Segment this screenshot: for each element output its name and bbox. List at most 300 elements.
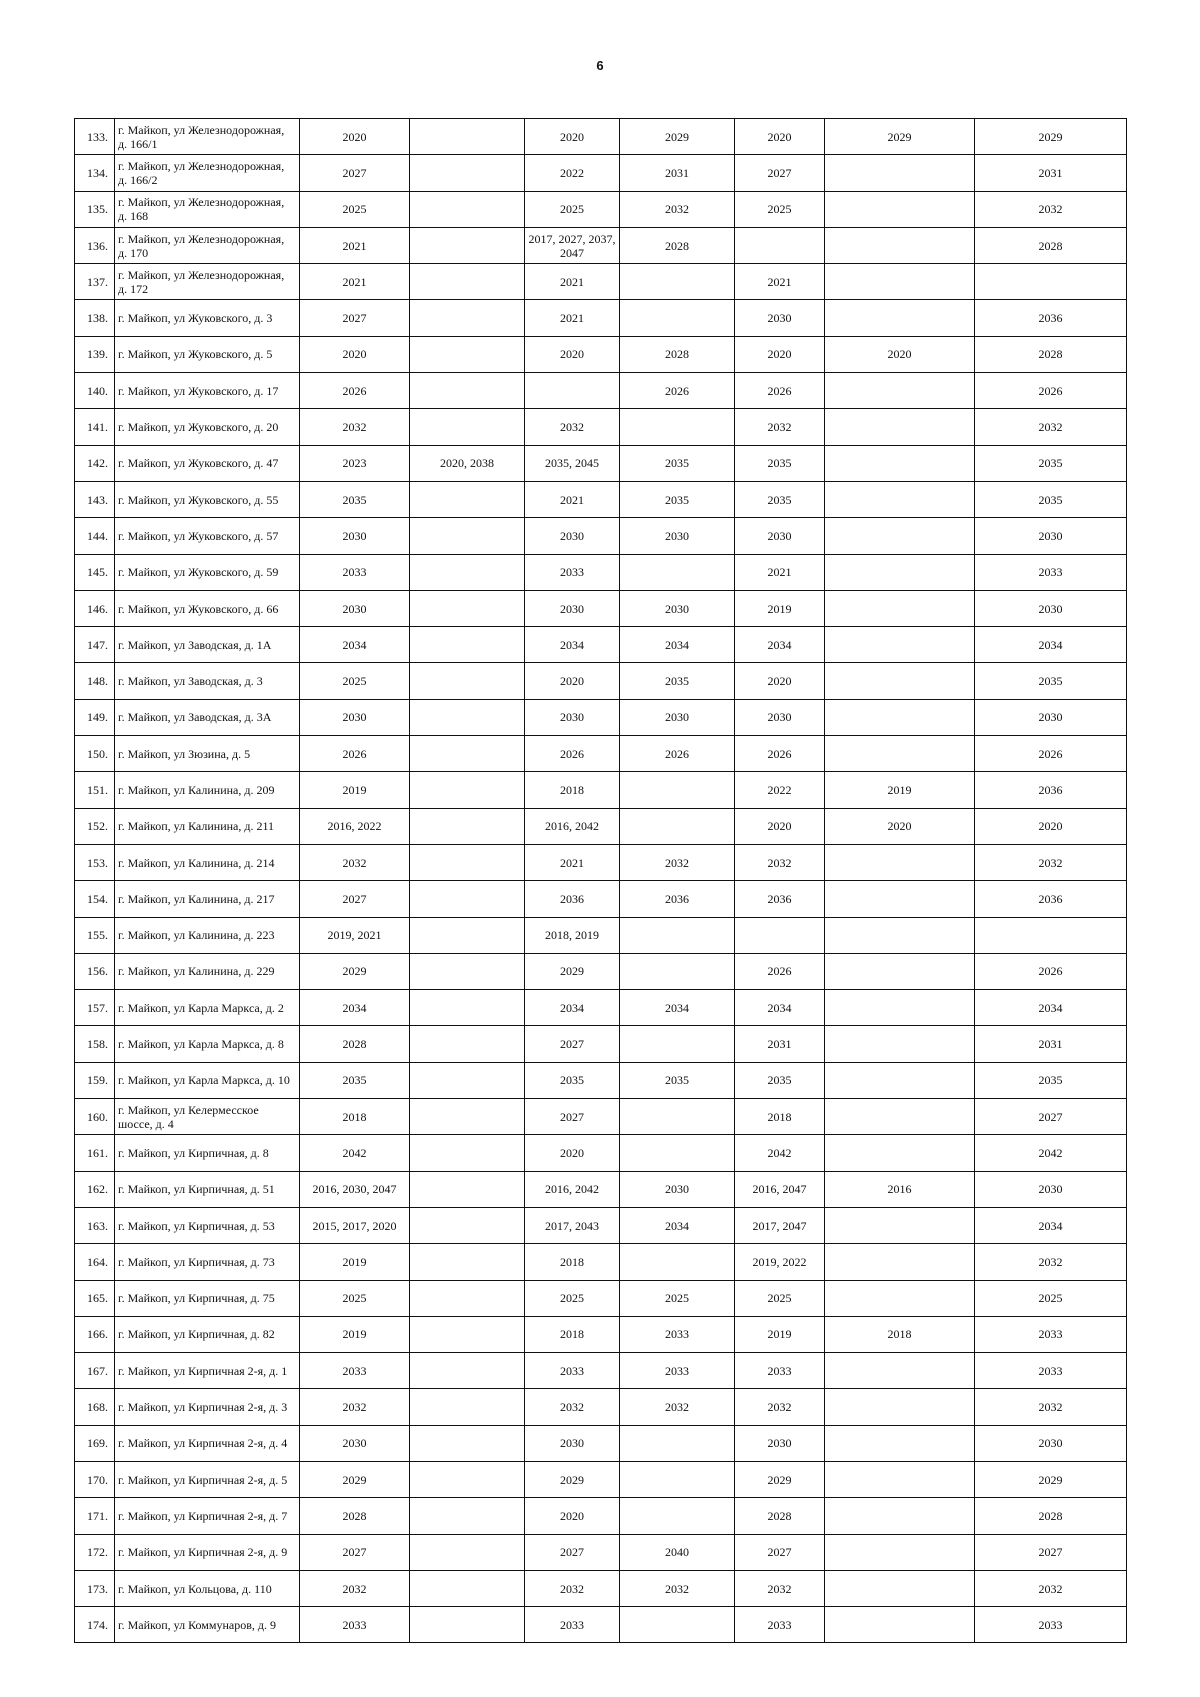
cell-col-4: 2020, 2038	[410, 445, 525, 481]
cell-col-8	[825, 191, 975, 227]
cell-col-8	[825, 1207, 975, 1243]
cell-col-5: 2032	[525, 1389, 620, 1425]
cell-col-6	[620, 1099, 735, 1135]
cell-col-5: 2020	[525, 336, 620, 372]
row-number: 141.	[75, 409, 115, 445]
cell-col-3: 2035	[300, 481, 410, 517]
cell-col-8	[825, 227, 975, 263]
table-row	[75, 1244, 1127, 1280]
cell-col-4	[410, 1244, 525, 1280]
row-number: 149.	[75, 699, 115, 735]
cell-col-8	[825, 1498, 975, 1534]
cell-col-4	[410, 736, 525, 772]
row-number: 166.	[75, 1316, 115, 1352]
cell-col-6: 2034	[620, 627, 735, 663]
cell-col-7: 2033	[735, 1607, 825, 1643]
cell-col-8	[825, 663, 975, 699]
table-row	[75, 808, 1127, 844]
cell-col-3: 2025	[300, 1280, 410, 1316]
cell-col-4	[410, 627, 525, 663]
cell-col-9: 2033	[975, 1316, 1127, 1352]
cell-col-9: 2036	[975, 881, 1127, 917]
cell-col-9: 2030	[975, 518, 1127, 554]
address: г. Майкоп, ул Кирпичная 2-я, д. 1	[115, 1353, 300, 1389]
cell-col-3: 2032	[300, 1389, 410, 1425]
row-number: 161.	[75, 1135, 115, 1171]
cell-col-6	[620, 772, 735, 808]
cell-col-6	[620, 554, 735, 590]
cell-col-5: 2029	[525, 1461, 620, 1497]
cell-col-4	[410, 1171, 525, 1207]
cell-col-4	[410, 191, 525, 227]
cell-col-8	[825, 445, 975, 481]
cell-col-9: 2029	[975, 1461, 1127, 1497]
cell-col-6: 2031	[620, 155, 735, 191]
cell-col-7: 2035	[735, 481, 825, 517]
cell-col-5: 2018	[525, 1244, 620, 1280]
cell-col-3: 2020	[300, 119, 410, 155]
cell-col-5: 2016, 2042	[525, 808, 620, 844]
row-number: 155.	[75, 917, 115, 953]
row-number: 167.	[75, 1353, 115, 1389]
cell-col-9: 2035	[975, 481, 1127, 517]
cell-col-9: 2026	[975, 373, 1127, 409]
table-row	[75, 772, 1127, 808]
cell-col-8: 2020	[825, 336, 975, 372]
cell-col-4	[410, 119, 525, 155]
cell-col-3: 2029	[300, 1461, 410, 1497]
cell-col-5: 2017, 2043	[525, 1207, 620, 1243]
schedule-table	[74, 118, 1127, 1643]
cell-col-6: 2035	[620, 663, 735, 699]
cell-col-6: 2028	[620, 227, 735, 263]
cell-col-4	[410, 1353, 525, 1389]
cell-col-4	[410, 1425, 525, 1461]
table-row	[75, 1389, 1127, 1425]
cell-col-7: 2042	[735, 1135, 825, 1171]
table-row	[75, 1607, 1127, 1643]
cell-col-4	[410, 1498, 525, 1534]
cell-col-6: 2040	[620, 1534, 735, 1570]
cell-col-3: 2027	[300, 300, 410, 336]
cell-col-9: 2032	[975, 1389, 1127, 1425]
cell-col-7: 2026	[735, 953, 825, 989]
cell-col-8	[825, 1099, 975, 1135]
cell-col-8	[825, 1570, 975, 1606]
cell-col-7: 2027	[735, 1534, 825, 1570]
cell-col-6	[620, 1244, 735, 1280]
cell-col-8	[825, 373, 975, 409]
address: г. Майкоп, ул Келермесское шоссе, д. 4	[115, 1099, 300, 1135]
cell-col-8	[825, 1607, 975, 1643]
row-number: 153.	[75, 844, 115, 880]
cell-col-6: 2032	[620, 191, 735, 227]
cell-col-9: 2032	[975, 1244, 1127, 1280]
cell-col-8	[825, 264, 975, 300]
cell-col-5: 2016, 2042	[525, 1171, 620, 1207]
cell-col-6	[620, 1135, 735, 1171]
address: г. Майкоп, ул Жуковского, д. 59	[115, 554, 300, 590]
cell-col-9: 2035	[975, 663, 1127, 699]
cell-col-9: 2031	[975, 155, 1127, 191]
cell-col-6: 2034	[620, 1207, 735, 1243]
table-row	[75, 264, 1127, 300]
cell-col-5: 2021	[525, 264, 620, 300]
address: г. Майкоп, ул Железнодорожная, д. 172	[115, 264, 300, 300]
cell-col-3: 2030	[300, 1425, 410, 1461]
cell-col-7: 2025	[735, 191, 825, 227]
cell-col-6	[620, 1461, 735, 1497]
address: г. Майкоп, ул Коммунаров, д. 9	[115, 1607, 300, 1643]
address: г. Майкоп, ул Жуковского, д. 66	[115, 590, 300, 626]
cell-col-5: 2034	[525, 627, 620, 663]
cell-col-9	[975, 264, 1127, 300]
cell-col-3: 2033	[300, 554, 410, 590]
cell-col-7: 2021	[735, 554, 825, 590]
cell-col-6	[620, 300, 735, 336]
row-number: 134.	[75, 155, 115, 191]
cell-col-7: 2019	[735, 590, 825, 626]
cell-col-9: 2030	[975, 699, 1127, 735]
cell-col-3: 2025	[300, 663, 410, 699]
address: г. Майкоп, ул Железнодорожная, д. 168	[115, 191, 300, 227]
cell-col-5: 2021	[525, 481, 620, 517]
cell-col-3: 2019	[300, 772, 410, 808]
address: г. Майкоп, ул Жуковского, д. 20	[115, 409, 300, 445]
cell-col-5: 2033	[525, 554, 620, 590]
cell-col-5: 2036	[525, 881, 620, 917]
cell-col-8	[825, 155, 975, 191]
cell-col-4	[410, 554, 525, 590]
cell-col-9: 2035	[975, 1062, 1127, 1098]
table-row	[75, 445, 1127, 481]
cell-col-4	[410, 481, 525, 517]
row-number: 146.	[75, 590, 115, 626]
address: г. Майкоп, ул Жуковского, д. 17	[115, 373, 300, 409]
cell-col-4	[410, 1135, 525, 1171]
table-row	[75, 1570, 1127, 1606]
row-number: 164.	[75, 1244, 115, 1280]
cell-col-6: 2035	[620, 445, 735, 481]
cell-col-9: 2032	[975, 191, 1127, 227]
cell-col-7: 2018	[735, 1099, 825, 1135]
row-number: 157.	[75, 990, 115, 1026]
table-row	[75, 336, 1127, 372]
address: г. Майкоп, ул Кольцова, д. 110	[115, 1570, 300, 1606]
cell-col-7: 2033	[735, 1353, 825, 1389]
cell-col-5: 2021	[525, 300, 620, 336]
cell-col-5: 2030	[525, 518, 620, 554]
address: г. Майкоп, ул Карла Маркса, д. 10	[115, 1062, 300, 1098]
cell-col-8	[825, 1461, 975, 1497]
address: г. Майкоп, ул Железнодорожная, д. 166/2	[115, 155, 300, 191]
cell-col-6	[620, 1607, 735, 1643]
cell-col-5: 2032	[525, 1570, 620, 1606]
cell-col-8	[825, 1425, 975, 1461]
cell-col-8	[825, 1389, 975, 1425]
cell-col-3: 2018	[300, 1099, 410, 1135]
cell-col-7	[735, 227, 825, 263]
table-row	[75, 627, 1127, 663]
schedule-table-wrapper	[74, 118, 1126, 1643]
cell-col-7: 2030	[735, 518, 825, 554]
cell-col-5: 2027	[525, 1026, 620, 1062]
table-row	[75, 1280, 1127, 1316]
cell-col-8	[825, 409, 975, 445]
cell-col-5: 2032	[525, 409, 620, 445]
table-row	[75, 1099, 1127, 1135]
table-row	[75, 1062, 1127, 1098]
address: г. Майкоп, ул Жуковского, д. 47	[115, 445, 300, 481]
cell-col-3: 2035	[300, 1062, 410, 1098]
address: г. Майкоп, ул Заводская, д. 3	[115, 663, 300, 699]
cell-col-3: 2034	[300, 990, 410, 1026]
table-row	[75, 881, 1127, 917]
cell-col-3: 2042	[300, 1135, 410, 1171]
cell-col-8	[825, 1244, 975, 1280]
address: г. Майкоп, ул Жуковского, д. 57	[115, 518, 300, 554]
table-row	[75, 227, 1127, 263]
cell-col-4	[410, 1207, 525, 1243]
cell-col-3: 2027	[300, 155, 410, 191]
cell-col-5: 2030	[525, 1425, 620, 1461]
cell-col-7: 2030	[735, 1425, 825, 1461]
cell-col-3: 2019	[300, 1316, 410, 1352]
address: г. Майкоп, ул Калинина, д. 229	[115, 953, 300, 989]
cell-col-5: 2017, 2027, 2037, 2047	[525, 227, 620, 263]
row-number: 136.	[75, 227, 115, 263]
cell-col-9: 2028	[975, 1498, 1127, 1534]
cell-col-8: 2016	[825, 1171, 975, 1207]
cell-col-4	[410, 699, 525, 735]
cell-col-6: 2035	[620, 1062, 735, 1098]
table-row	[75, 481, 1127, 517]
cell-col-6: 2032	[620, 1389, 735, 1425]
cell-col-9: 2032	[975, 844, 1127, 880]
cell-col-9: 2026	[975, 953, 1127, 989]
cell-col-3: 2027	[300, 881, 410, 917]
cell-col-8	[825, 736, 975, 772]
cell-col-8	[825, 1534, 975, 1570]
cell-col-4	[410, 772, 525, 808]
row-number: 150.	[75, 736, 115, 772]
table-row	[75, 1353, 1127, 1389]
cell-col-7: 2030	[735, 300, 825, 336]
cell-col-8: 2019	[825, 772, 975, 808]
cell-col-9: 2032	[975, 409, 1127, 445]
cell-col-4	[410, 1062, 525, 1098]
cell-col-7: 2025	[735, 1280, 825, 1316]
cell-col-6: 2036	[620, 881, 735, 917]
address: г. Майкоп, ул Кирпичная, д. 75	[115, 1280, 300, 1316]
table-row	[75, 844, 1127, 880]
address: г. Майкоп, ул Кирпичная, д. 82	[115, 1316, 300, 1352]
cell-col-7: 2022	[735, 772, 825, 808]
cell-col-9: 2026	[975, 736, 1127, 772]
table-row	[75, 699, 1127, 735]
cell-col-7: 2020	[735, 663, 825, 699]
cell-col-7: 2030	[735, 699, 825, 735]
cell-col-5: 2035, 2045	[525, 445, 620, 481]
cell-col-8	[825, 953, 975, 989]
address: г. Майкоп, ул Кирпичная, д. 53	[115, 1207, 300, 1243]
cell-col-3: 2019, 2021	[300, 917, 410, 953]
address: г. Майкоп, ул Кирпичная, д. 51	[115, 1171, 300, 1207]
row-number: 165.	[75, 1280, 115, 1316]
table-row	[75, 300, 1127, 336]
address: г. Майкоп, ул Жуковского, д. 5	[115, 336, 300, 372]
row-number: 138.	[75, 300, 115, 336]
cell-col-5: 2025	[525, 1280, 620, 1316]
cell-col-9: 2033	[975, 554, 1127, 590]
cell-col-7: 2017, 2047	[735, 1207, 825, 1243]
cell-col-3: 2030	[300, 590, 410, 626]
cell-col-3: 2026	[300, 373, 410, 409]
cell-col-6: 2029	[620, 119, 735, 155]
cell-col-3: 2030	[300, 518, 410, 554]
cell-col-6: 2030	[620, 590, 735, 626]
cell-col-6	[620, 1498, 735, 1534]
cell-col-4	[410, 1026, 525, 1062]
address: г. Майкоп, ул Кирпичная 2-я, д. 5	[115, 1461, 300, 1497]
row-number: 137.	[75, 264, 115, 300]
address: г. Майкоп, ул Зюзина, д. 5	[115, 736, 300, 772]
address: г. Майкоп, ул Калинина, д. 211	[115, 808, 300, 844]
cell-col-9: 2027	[975, 1099, 1127, 1135]
cell-col-5: 2027	[525, 1534, 620, 1570]
row-number: 171.	[75, 1498, 115, 1534]
cell-col-9: 2028	[975, 336, 1127, 372]
cell-col-5: 2021	[525, 844, 620, 880]
cell-col-3: 2028	[300, 1498, 410, 1534]
cell-col-4	[410, 953, 525, 989]
cell-col-9: 2030	[975, 590, 1127, 626]
cell-col-4	[410, 1099, 525, 1135]
cell-col-5: 2018	[525, 1316, 620, 1352]
cell-col-7: 2026	[735, 373, 825, 409]
cell-col-3: 2032	[300, 1570, 410, 1606]
cell-col-6: 2035	[620, 481, 735, 517]
address: г. Майкоп, ул Кирпичная, д. 73	[115, 1244, 300, 1280]
address: г. Майкоп, ул Кирпичная 2-я, д. 7	[115, 1498, 300, 1534]
cell-col-8	[825, 627, 975, 663]
cell-col-6	[620, 808, 735, 844]
table-row	[75, 1207, 1127, 1243]
cell-col-9: 2031	[975, 1026, 1127, 1062]
cell-col-7	[735, 917, 825, 953]
cell-col-4	[410, 1570, 525, 1606]
cell-col-4	[410, 990, 525, 1026]
cell-col-4	[410, 336, 525, 372]
cell-col-7: 2026	[735, 736, 825, 772]
table-row	[75, 953, 1127, 989]
cell-col-6: 2032	[620, 844, 735, 880]
cell-col-4	[410, 1534, 525, 1570]
cell-col-8: 2020	[825, 808, 975, 844]
cell-col-7: 2020	[735, 119, 825, 155]
table-row	[75, 736, 1127, 772]
cell-col-4	[410, 881, 525, 917]
cell-col-7: 2027	[735, 155, 825, 191]
cell-col-5: 2030	[525, 590, 620, 626]
cell-col-7: 2034	[735, 990, 825, 1026]
cell-col-5: 2035	[525, 1062, 620, 1098]
cell-col-5: 2025	[525, 191, 620, 227]
row-number: 145.	[75, 554, 115, 590]
cell-col-6: 2034	[620, 990, 735, 1026]
cell-col-4	[410, 264, 525, 300]
cell-col-7: 2032	[735, 1389, 825, 1425]
cell-col-5: 2033	[525, 1607, 620, 1643]
cell-col-3: 2015, 2017, 2020	[300, 1207, 410, 1243]
cell-col-8	[825, 1026, 975, 1062]
cell-col-7: 2035	[735, 445, 825, 481]
cell-col-8	[825, 881, 975, 917]
cell-col-4	[410, 808, 525, 844]
cell-col-3: 2025	[300, 191, 410, 227]
row-number: 154.	[75, 881, 115, 917]
row-number: 168.	[75, 1389, 115, 1425]
table-row	[75, 1425, 1127, 1461]
cell-col-5: 2018	[525, 772, 620, 808]
cell-col-9: 2025	[975, 1280, 1127, 1316]
cell-col-4	[410, 300, 525, 336]
cell-col-5: 2020	[525, 119, 620, 155]
cell-col-3: 2021	[300, 264, 410, 300]
cell-col-9: 2030	[975, 1171, 1127, 1207]
cell-col-4	[410, 518, 525, 554]
cell-col-5: 2018, 2019	[525, 917, 620, 953]
cell-col-4	[410, 155, 525, 191]
cell-col-4	[410, 590, 525, 626]
cell-col-6: 2032	[620, 1570, 735, 1606]
row-number: 142.	[75, 445, 115, 481]
cell-col-7: 2031	[735, 1026, 825, 1062]
cell-col-3: 2027	[300, 1534, 410, 1570]
table-row	[75, 917, 1127, 953]
row-number: 156.	[75, 953, 115, 989]
row-number: 173.	[75, 1570, 115, 1606]
cell-col-3: 2030	[300, 699, 410, 735]
cell-col-7: 2020	[735, 808, 825, 844]
cell-col-9: 2034	[975, 990, 1127, 1026]
cell-col-4	[410, 844, 525, 880]
cell-col-3: 2029	[300, 953, 410, 989]
cell-col-3: 2026	[300, 736, 410, 772]
address: г. Майкоп, ул Калинина, д. 223	[115, 917, 300, 953]
cell-col-3: 2033	[300, 1607, 410, 1643]
cell-col-9: 2032	[975, 1570, 1127, 1606]
row-number: 143.	[75, 481, 115, 517]
table-row	[75, 1026, 1127, 1062]
cell-col-6: 2026	[620, 373, 735, 409]
row-number: 158.	[75, 1026, 115, 1062]
table-row	[75, 1171, 1127, 1207]
cell-col-8: 2018	[825, 1316, 975, 1352]
row-number: 147.	[75, 627, 115, 663]
table-row	[75, 1316, 1127, 1352]
address: г. Майкоп, ул Заводская, д. 3А	[115, 699, 300, 735]
cell-col-9: 2035	[975, 445, 1127, 481]
cell-col-8	[825, 844, 975, 880]
row-number: 162.	[75, 1171, 115, 1207]
cell-col-8: 2029	[825, 119, 975, 155]
cell-col-6: 2030	[620, 699, 735, 735]
cell-col-4	[410, 1316, 525, 1352]
cell-col-3: 2016, 2022	[300, 808, 410, 844]
cell-col-6	[620, 953, 735, 989]
address: г. Майкоп, ул Жуковского, д. 55	[115, 481, 300, 517]
